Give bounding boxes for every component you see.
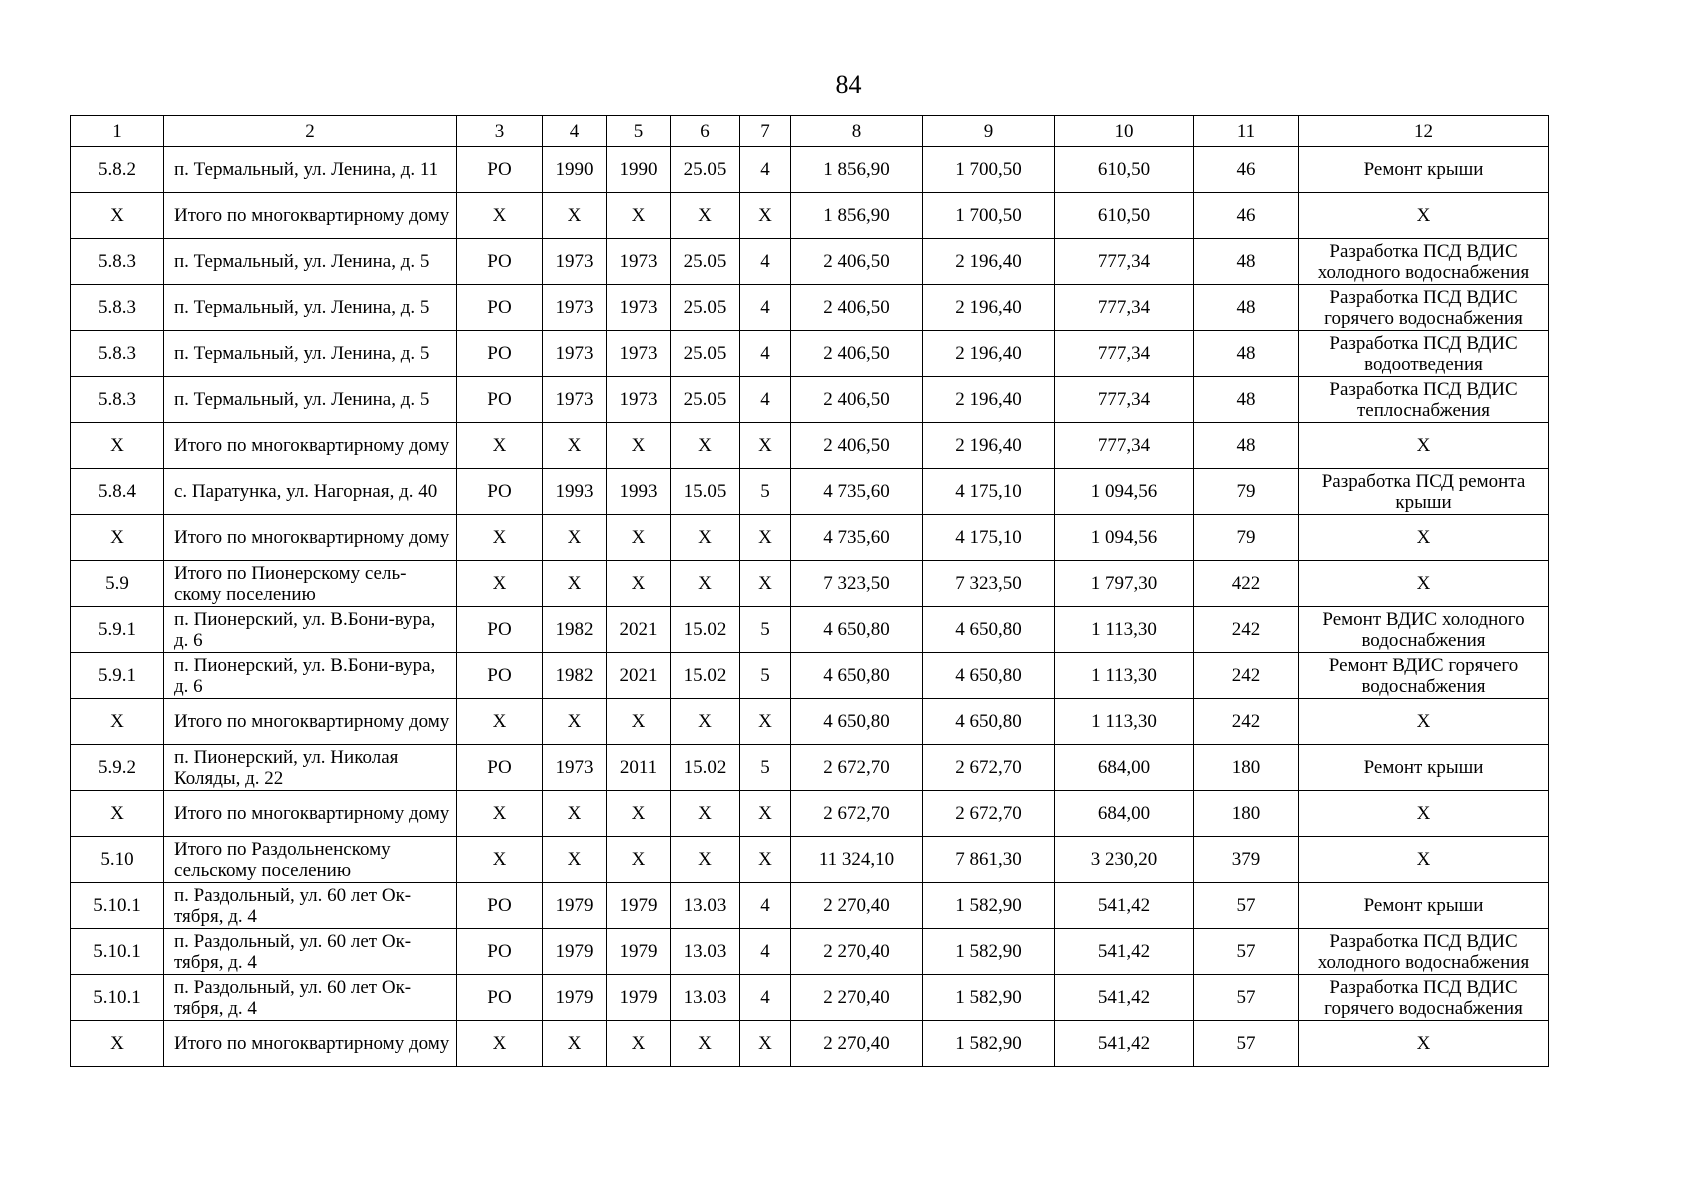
column-number: 7 <box>740 116 791 147</box>
floors-cell: Х <box>740 1021 791 1067</box>
built-year-cell: Х <box>543 1021 607 1067</box>
living-area-cell: 1 700,50 <box>923 147 1055 193</box>
living-area-cell: 2 672,70 <box>923 791 1055 837</box>
table-row <box>71 561 1549 607</box>
page-number: 84 <box>835 70 862 99</box>
total-area-cell: 4 650,80 <box>791 699 923 745</box>
owner-code-cell: РО <box>457 653 543 699</box>
address-cell: п. Термальный, ул. Ленина, д. 5 <box>164 377 457 423</box>
owner-code-cell: РО <box>457 239 543 285</box>
table-row <box>71 423 1549 469</box>
total-area-cell: 11 324,10 <box>791 837 923 883</box>
nonliving-area-cell: 777,34 <box>1055 377 1194 423</box>
total-area-cell: 2 270,40 <box>791 1021 923 1067</box>
table-row <box>71 377 1549 423</box>
address-cell: п. Пионерский, ул. Николая Коляды, д. 22 <box>164 745 457 791</box>
living-area-cell: 4 650,80 <box>923 607 1055 653</box>
item-number-cell: 5.9.2 <box>71 745 164 791</box>
table-row <box>71 745 1549 791</box>
total-area-cell: 4 735,60 <box>791 469 923 515</box>
nonliving-area-cell: 1 113,30 <box>1055 699 1194 745</box>
wear-percent-cell: Х <box>671 515 740 561</box>
residents-cell: 242 <box>1194 607 1299 653</box>
address-cell: п. Термальный, ул. Ленина, д. 5 <box>164 285 457 331</box>
commission-year-cell: 1979 <box>607 975 671 1021</box>
address-cell: Итого по многоквартирному дому <box>164 791 457 837</box>
floors-cell: 4 <box>740 331 791 377</box>
residents-cell: 379 <box>1194 837 1299 883</box>
address-cell: Итого по многоквартирному дому <box>164 1021 457 1067</box>
residents-cell: 46 <box>1194 193 1299 239</box>
address-cell: Итого по многоквартирному дому <box>164 423 457 469</box>
commission-year-cell: 1990 <box>607 147 671 193</box>
total-area-cell: 2 406,50 <box>791 423 923 469</box>
commission-year-cell: Х <box>607 561 671 607</box>
table-row <box>71 607 1549 653</box>
built-year-cell: 1979 <box>543 975 607 1021</box>
item-number-cell: 5.8.3 <box>71 285 164 331</box>
total-area-cell: 4 735,60 <box>791 515 923 561</box>
wear-percent-cell: 25.05 <box>671 239 740 285</box>
wear-percent-cell: 15.02 <box>671 607 740 653</box>
work-type-cell: Разработка ПСД ВДИС горячего водоснабжения <box>1299 975 1549 1021</box>
floors-cell: 4 <box>740 239 791 285</box>
table-row <box>71 331 1549 377</box>
living-area-cell: 4 175,10 <box>923 515 1055 561</box>
nonliving-area-cell: 777,34 <box>1055 285 1194 331</box>
owner-code-cell: Х <box>457 193 543 239</box>
residents-cell: 57 <box>1194 929 1299 975</box>
address-cell: п. Раздольный, ул. 60 лет Ок-тября, д. 4 <box>164 975 457 1021</box>
built-year-cell: 1979 <box>543 929 607 975</box>
residents-cell: 242 <box>1194 653 1299 699</box>
table-body <box>71 147 1549 1067</box>
work-type-cell: Разработка ПСД ВДИС горячего водоснабжения <box>1299 285 1549 331</box>
address-cell: п. Термальный, ул. Ленина, д. 5 <box>164 239 457 285</box>
owner-code-cell: РО <box>457 285 543 331</box>
residents-cell: 46 <box>1194 147 1299 193</box>
column-number: 3 <box>457 116 543 147</box>
wear-percent-cell: 25.05 <box>671 147 740 193</box>
residents-cell: 48 <box>1194 239 1299 285</box>
living-area-cell: 7 861,30 <box>923 837 1055 883</box>
wear-percent-cell: Х <box>671 1021 740 1067</box>
total-area-cell: 2 270,40 <box>791 883 923 929</box>
nonliving-area-cell: 610,50 <box>1055 147 1194 193</box>
wear-percent-cell: 15.02 <box>671 653 740 699</box>
work-type-cell: Разработка ПСД ВДИС теплоснабжения <box>1299 377 1549 423</box>
built-year-cell: Х <box>543 193 607 239</box>
owner-code-cell: РО <box>457 607 543 653</box>
column-number: 9 <box>923 116 1055 147</box>
work-type-cell: Разработка ПСД ВДИС водоотведения <box>1299 331 1549 377</box>
table-row <box>71 285 1549 331</box>
column-number: 6 <box>671 116 740 147</box>
address-cell: Итого по многоквартирному дому <box>164 193 457 239</box>
wear-percent-cell: 15.05 <box>671 469 740 515</box>
owner-code-cell: Х <box>457 1021 543 1067</box>
table-row <box>71 929 1549 975</box>
work-type-cell: Х <box>1299 791 1549 837</box>
living-area-cell: 1 582,90 <box>923 929 1055 975</box>
wear-percent-cell: 13.03 <box>671 929 740 975</box>
floors-cell: 4 <box>740 377 791 423</box>
residents-cell: 79 <box>1194 469 1299 515</box>
table-row <box>71 791 1549 837</box>
commission-year-cell: 1973 <box>607 331 671 377</box>
living-area-cell: 2 196,40 <box>923 285 1055 331</box>
item-number-cell: Х <box>71 423 164 469</box>
column-number: 4 <box>543 116 607 147</box>
built-year-cell: 1973 <box>543 331 607 377</box>
nonliving-area-cell: 777,34 <box>1055 331 1194 377</box>
nonliving-area-cell: 1 113,30 <box>1055 607 1194 653</box>
table-row <box>71 239 1549 285</box>
residents-cell: 57 <box>1194 883 1299 929</box>
total-area-cell: 2 672,70 <box>791 791 923 837</box>
built-year-cell: Х <box>543 837 607 883</box>
commission-year-cell: 1973 <box>607 377 671 423</box>
commission-year-cell: 2011 <box>607 745 671 791</box>
address-cell: п. Термальный, ул. Ленина, д. 11 <box>164 147 457 193</box>
wear-percent-cell: Х <box>671 837 740 883</box>
column-number: 11 <box>1194 116 1299 147</box>
built-year-cell: 1990 <box>543 147 607 193</box>
built-year-cell: 1993 <box>543 469 607 515</box>
owner-code-cell: РО <box>457 377 543 423</box>
item-number-cell: 5.10.1 <box>71 929 164 975</box>
built-year-cell: 1973 <box>543 239 607 285</box>
owner-code-cell: Х <box>457 561 543 607</box>
total-area-cell: 2 406,50 <box>791 285 923 331</box>
residents-cell: 57 <box>1194 1021 1299 1067</box>
living-area-cell: 4 175,10 <box>923 469 1055 515</box>
item-number-cell: 5.10.1 <box>71 883 164 929</box>
built-year-cell: 1982 <box>543 607 607 653</box>
commission-year-cell: Х <box>607 193 671 239</box>
nonliving-area-cell: 3 230,20 <box>1055 837 1194 883</box>
owner-code-cell: Х <box>457 837 543 883</box>
nonliving-area-cell: 1 797,30 <box>1055 561 1194 607</box>
commission-year-cell: 1973 <box>607 239 671 285</box>
item-number-cell: Х <box>71 515 164 561</box>
work-type-cell: Разработка ПСД ВДИС холодного водоснабжения <box>1299 929 1549 975</box>
address-cell: п. Термальный, ул. Ленина, д. 5 <box>164 331 457 377</box>
nonliving-area-cell: 684,00 <box>1055 745 1194 791</box>
residents-cell: 48 <box>1194 331 1299 377</box>
residents-cell: 57 <box>1194 975 1299 1021</box>
living-area-cell: 2 196,40 <box>923 423 1055 469</box>
nonliving-area-cell: 541,42 <box>1055 929 1194 975</box>
owner-code-cell: РО <box>457 147 543 193</box>
wear-percent-cell: 25.05 <box>671 285 740 331</box>
column-number: 10 <box>1055 116 1194 147</box>
table-row <box>71 837 1549 883</box>
item-number-cell: 5.9.1 <box>71 607 164 653</box>
built-year-cell: 1973 <box>543 745 607 791</box>
nonliving-area-cell: 610,50 <box>1055 193 1194 239</box>
built-year-cell: 1979 <box>543 883 607 929</box>
table-row <box>71 653 1549 699</box>
nonliving-area-cell: 777,34 <box>1055 239 1194 285</box>
floors-cell: 5 <box>740 653 791 699</box>
item-number-cell: 5.9.1 <box>71 653 164 699</box>
work-type-cell: Ремонт крыши <box>1299 745 1549 791</box>
work-type-cell: Ремонт ВДИС холодного водоснабжения <box>1299 607 1549 653</box>
wear-percent-cell: Х <box>671 561 740 607</box>
column-number: 12 <box>1299 116 1549 147</box>
wear-percent-cell: Х <box>671 791 740 837</box>
address-cell: с. Паратунка, ул. Нагорная, д. 40 <box>164 469 457 515</box>
table-row <box>71 883 1549 929</box>
floors-cell: 4 <box>740 975 791 1021</box>
built-year-cell: Х <box>543 515 607 561</box>
table-row <box>71 193 1549 239</box>
residents-cell: 48 <box>1194 285 1299 331</box>
commission-year-cell: 1973 <box>607 285 671 331</box>
nonliving-area-cell: 684,00 <box>1055 791 1194 837</box>
address-cell: Итого по Раздольненскому сельскому поселению <box>164 837 457 883</box>
wear-percent-cell: Х <box>671 193 740 239</box>
item-number-cell: 5.8.4 <box>71 469 164 515</box>
floors-cell: Х <box>740 837 791 883</box>
commission-year-cell: Х <box>607 837 671 883</box>
floors-cell: 5 <box>740 745 791 791</box>
work-type-cell: Ремонт крыши <box>1299 147 1549 193</box>
total-area-cell: 4 650,80 <box>791 607 923 653</box>
work-type-cell: Х <box>1299 193 1549 239</box>
floors-cell: 5 <box>740 607 791 653</box>
column-number: 1 <box>71 116 164 147</box>
living-area-cell: 2 672,70 <box>923 745 1055 791</box>
commission-year-cell: Х <box>607 1021 671 1067</box>
owner-code-cell: Х <box>457 791 543 837</box>
address-cell: п. Пионерский, ул. В.Бони-вура, д. 6 <box>164 653 457 699</box>
wear-percent-cell: 13.03 <box>671 975 740 1021</box>
wear-percent-cell: 13.03 <box>671 883 740 929</box>
floors-cell: Х <box>740 193 791 239</box>
work-type-cell: Разработка ПСД ВДИС холодного водоснабжения <box>1299 239 1549 285</box>
built-year-cell: Х <box>543 423 607 469</box>
commission-year-cell: 2021 <box>607 653 671 699</box>
floors-cell: Х <box>740 699 791 745</box>
owner-code-cell: Х <box>457 515 543 561</box>
item-number-cell: 5.8.3 <box>71 377 164 423</box>
wear-percent-cell: Х <box>671 423 740 469</box>
table-row <box>71 699 1549 745</box>
work-type-cell: Х <box>1299 699 1549 745</box>
owner-code-cell: Х <box>457 699 543 745</box>
item-number-cell: 5.9 <box>71 561 164 607</box>
total-area-cell: 2 270,40 <box>791 975 923 1021</box>
item-number-cell: 5.8.3 <box>71 239 164 285</box>
register-table <box>70 115 1549 1067</box>
built-year-cell: Х <box>543 561 607 607</box>
living-area-cell: 4 650,80 <box>923 699 1055 745</box>
floors-cell: 4 <box>740 883 791 929</box>
commission-year-cell: 1979 <box>607 929 671 975</box>
owner-code-cell: РО <box>457 929 543 975</box>
total-area-cell: 4 650,80 <box>791 653 923 699</box>
column-number: 5 <box>607 116 671 147</box>
residents-cell: 48 <box>1194 377 1299 423</box>
table-row <box>71 469 1549 515</box>
nonliving-area-cell: 541,42 <box>1055 1021 1194 1067</box>
work-type-cell: Разработка ПСД ремонта крыши <box>1299 469 1549 515</box>
owner-code-cell: РО <box>457 883 543 929</box>
table-row <box>71 515 1549 561</box>
work-type-cell: Ремонт ВДИС горячего водоснабжения <box>1299 653 1549 699</box>
living-area-cell: 2 196,40 <box>923 377 1055 423</box>
nonliving-area-cell: 541,42 <box>1055 975 1194 1021</box>
residents-cell: 180 <box>1194 745 1299 791</box>
owner-code-cell: Х <box>457 423 543 469</box>
residents-cell: 422 <box>1194 561 1299 607</box>
item-number-cell: Х <box>71 193 164 239</box>
floors-cell: 5 <box>740 469 791 515</box>
item-number-cell: Х <box>71 1021 164 1067</box>
address-cell: п. Раздольный, ул. 60 лет Ок-тября, д. 4 <box>164 929 457 975</box>
total-area-cell: 2 406,50 <box>791 377 923 423</box>
floors-cell: 4 <box>740 285 791 331</box>
commission-year-cell: 1993 <box>607 469 671 515</box>
residents-cell: 48 <box>1194 423 1299 469</box>
built-year-cell: Х <box>543 699 607 745</box>
column-number: 8 <box>791 116 923 147</box>
total-area-cell: 2 270,40 <box>791 929 923 975</box>
address-cell: Итого по многоквартирному дому <box>164 515 457 561</box>
built-year-cell: Х <box>543 791 607 837</box>
total-area-cell: 2 406,50 <box>791 331 923 377</box>
owner-code-cell: РО <box>457 975 543 1021</box>
commission-year-cell: 2021 <box>607 607 671 653</box>
living-area-cell: 2 196,40 <box>923 239 1055 285</box>
living-area-cell: 1 582,90 <box>923 1021 1055 1067</box>
floors-cell: 4 <box>740 147 791 193</box>
floors-cell: 4 <box>740 929 791 975</box>
living-area-cell: 2 196,40 <box>923 331 1055 377</box>
residents-cell: 180 <box>1194 791 1299 837</box>
commission-year-cell: Х <box>607 699 671 745</box>
owner-code-cell: РО <box>457 331 543 377</box>
total-area-cell: 2 672,70 <box>791 745 923 791</box>
commission-year-cell: Х <box>607 791 671 837</box>
owner-code-cell: РО <box>457 469 543 515</box>
item-number-cell: Х <box>71 791 164 837</box>
living-area-cell: 1 582,90 <box>923 883 1055 929</box>
nonliving-area-cell: 1 113,30 <box>1055 653 1194 699</box>
total-area-cell: 7 323,50 <box>791 561 923 607</box>
total-area-cell: 2 406,50 <box>791 239 923 285</box>
floors-cell: Х <box>740 515 791 561</box>
floors-cell: Х <box>740 561 791 607</box>
owner-code-cell: РО <box>457 745 543 791</box>
address-cell: Итого по Пионерскому сель-скому поселению <box>164 561 457 607</box>
wear-percent-cell: 25.05 <box>671 377 740 423</box>
work-type-cell: Х <box>1299 423 1549 469</box>
commission-year-cell: Х <box>607 515 671 561</box>
work-type-cell: Х <box>1299 515 1549 561</box>
address-cell: п. Пионерский, ул. В.Бони-вура, д. 6 <box>164 607 457 653</box>
wear-percent-cell: 25.05 <box>671 331 740 377</box>
item-number-cell: 5.8.2 <box>71 147 164 193</box>
residents-cell: 79 <box>1194 515 1299 561</box>
living-area-cell: 1 700,50 <box>923 193 1055 239</box>
item-number-cell: 5.10 <box>71 837 164 883</box>
item-number-cell: 5.8.3 <box>71 331 164 377</box>
work-type-cell: Х <box>1299 1021 1549 1067</box>
item-number-cell: 5.10.1 <box>71 975 164 1021</box>
work-type-cell: Ремонт крыши <box>1299 883 1549 929</box>
table-row <box>71 147 1549 193</box>
floors-cell: Х <box>740 423 791 469</box>
wear-percent-cell: 15.02 <box>671 745 740 791</box>
item-number-cell: Х <box>71 699 164 745</box>
table-row <box>71 1021 1549 1067</box>
table-row <box>71 975 1549 1021</box>
nonliving-area-cell: 777,34 <box>1055 423 1194 469</box>
wear-percent-cell: Х <box>671 699 740 745</box>
address-cell: п. Раздольный, ул. 60 лет Ок-тября, д. 4 <box>164 883 457 929</box>
nonliving-area-cell: 541,42 <box>1055 883 1194 929</box>
work-type-cell: Х <box>1299 837 1549 883</box>
commission-year-cell: 1979 <box>607 883 671 929</box>
floors-cell: Х <box>740 791 791 837</box>
living-area-cell: 4 650,80 <box>923 653 1055 699</box>
built-year-cell: 1973 <box>543 285 607 331</box>
total-area-cell: 1 856,90 <box>791 147 923 193</box>
column-number-row <box>71 116 1549 147</box>
work-type-cell: Х <box>1299 561 1549 607</box>
nonliving-area-cell: 1 094,56 <box>1055 515 1194 561</box>
column-number: 2 <box>164 116 457 147</box>
address-cell: Итого по многоквартирному дому <box>164 699 457 745</box>
nonliving-area-cell: 1 094,56 <box>1055 469 1194 515</box>
residents-cell: 242 <box>1194 699 1299 745</box>
commission-year-cell: Х <box>607 423 671 469</box>
total-area-cell: 1 856,90 <box>791 193 923 239</box>
living-area-cell: 7 323,50 <box>923 561 1055 607</box>
living-area-cell: 1 582,90 <box>923 975 1055 1021</box>
built-year-cell: 1973 <box>543 377 607 423</box>
built-year-cell: 1982 <box>543 653 607 699</box>
